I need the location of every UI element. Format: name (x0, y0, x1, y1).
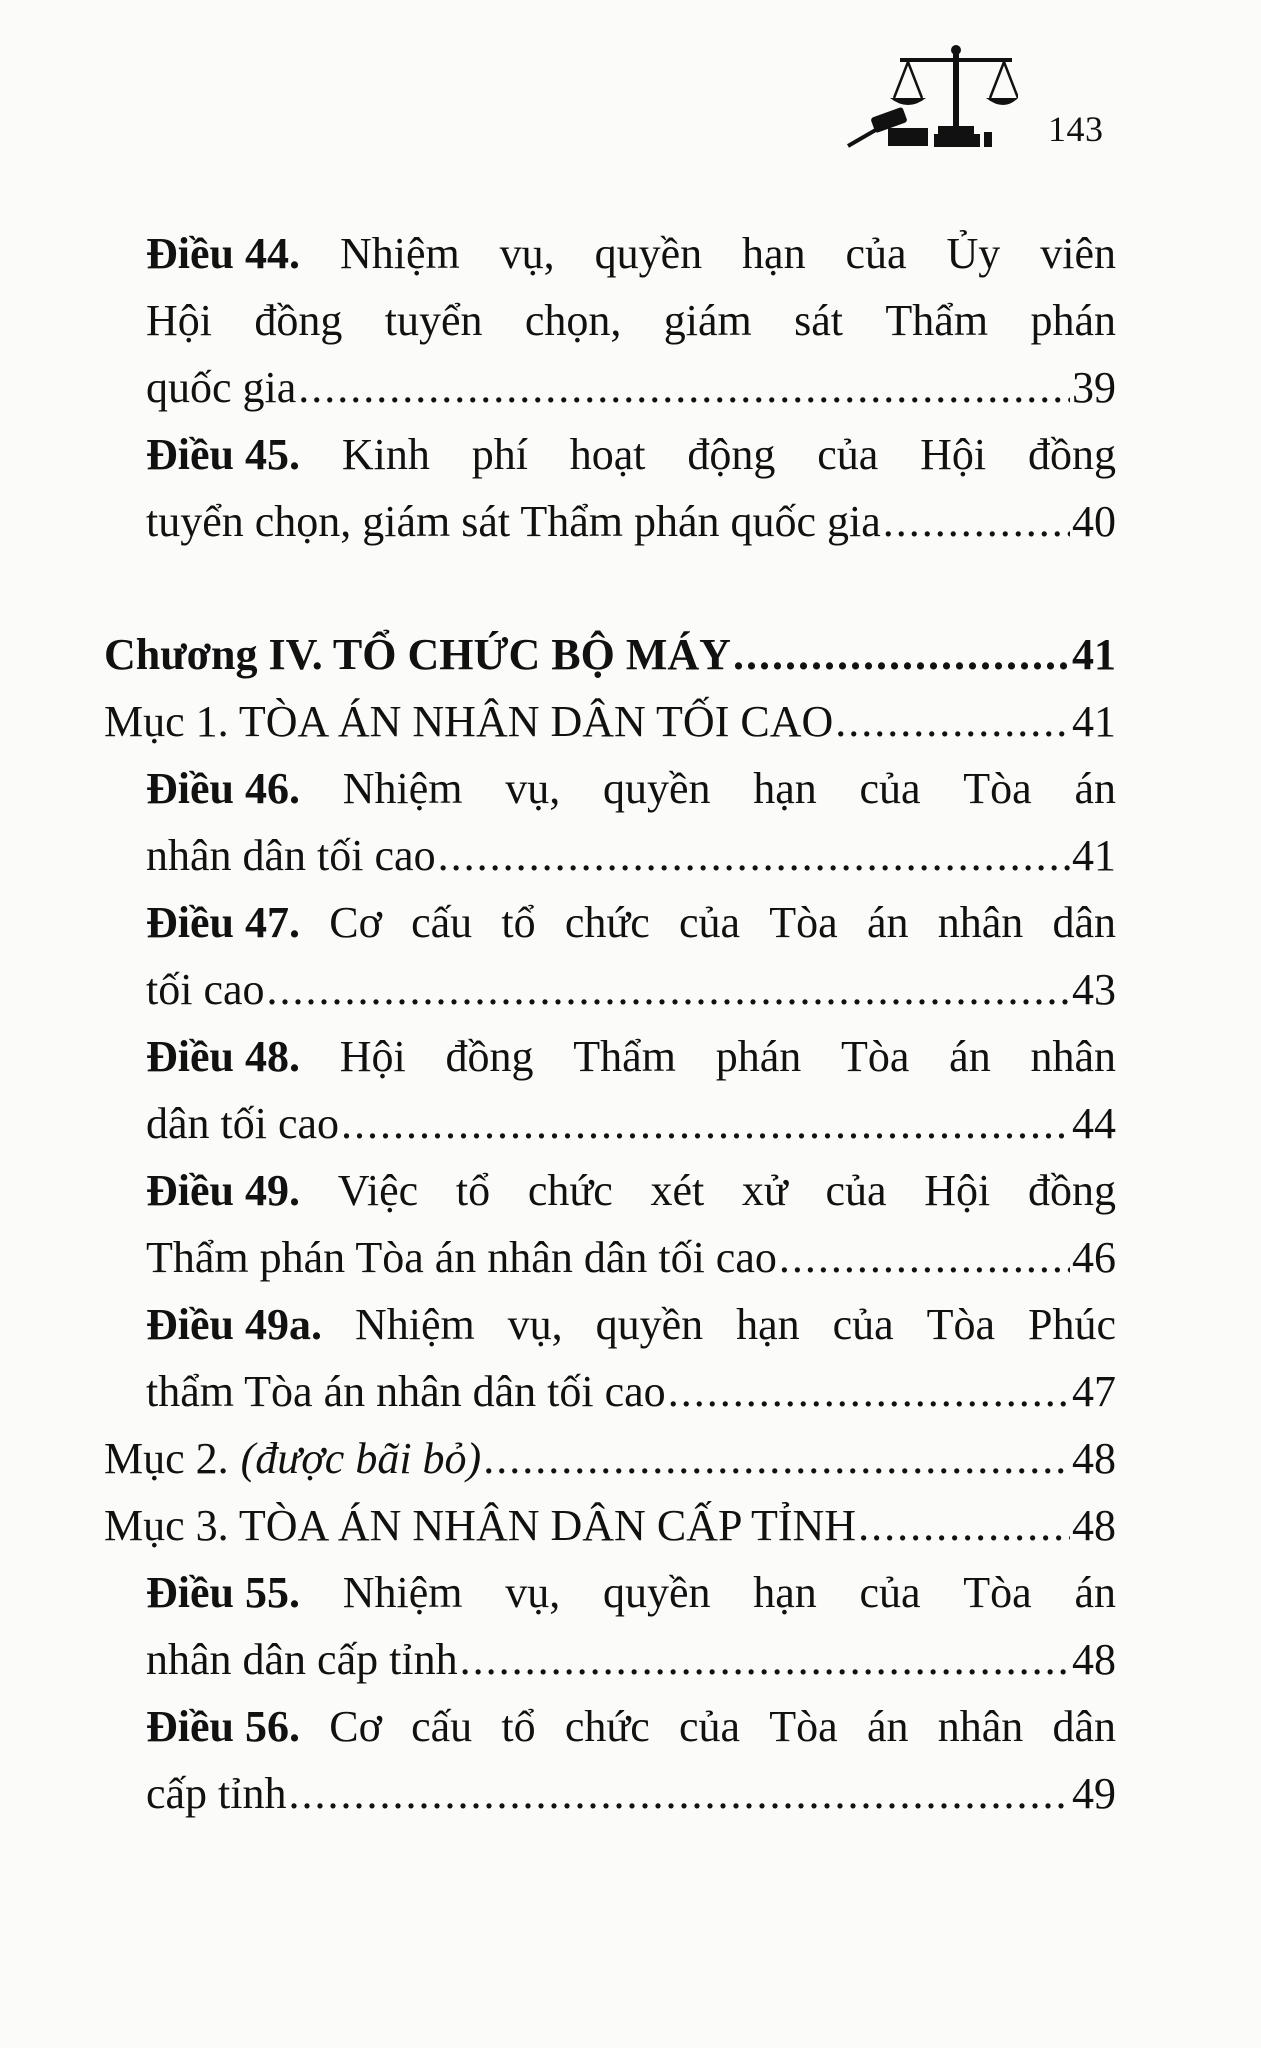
toc-entry-dieu-44-line-3: quốc gia ..... 39 (104, 354, 1116, 421)
page-number: 143 (1048, 109, 1104, 149)
article-label: Điều 46. (146, 764, 300, 813)
article-label: Điều 47. (146, 898, 300, 947)
toc-entry-dieu-45-line-1: Điều 45. Kinh phí hoạt động của Hội đồng (104, 421, 1116, 488)
toc-entry-dieu-46-line-2: nhân dân tối cao ..... 41 (104, 822, 1116, 889)
page-ref: 49 (1072, 1769, 1116, 1818)
toc-entry-dieu-55-line-1: Điều 55. Nhiệm vụ, quyền hạn của Tòa án (104, 1559, 1116, 1626)
section-title: Mục 3. TÒA ÁN NHÂN DÂN CẤP TỈNH (104, 1501, 857, 1550)
toc-entry-dieu-47-line-1: Điều 47. Cơ cấu tổ chức của Tòa án nhân dân (104, 889, 1116, 956)
article-label: Điều 49a. (146, 1300, 322, 1349)
scales-and-gavel-icon (838, 40, 1018, 150)
article-label: Điều 44. (146, 229, 300, 278)
toc-entry-dieu-56-line-2: cấp tỉnh ..... 49 (104, 1760, 1116, 1827)
dot-leader (483, 1425, 1070, 1492)
dot-leader (298, 354, 1070, 421)
page-ref: 41 (1072, 630, 1116, 679)
toc-entry-muc-3 (104, 1492, 1116, 1559)
article-label: Điều 48. (146, 1032, 300, 1081)
page-ref: 39 (1072, 363, 1116, 412)
page-ref: 40 (1072, 497, 1116, 546)
toc-entry-dieu-44-line-1: Điều 44. Nhiệm vụ, quyền hạn của Ủy viên (104, 220, 1116, 287)
dot-leader (883, 488, 1070, 555)
toc-entry-dieu-56-line-1: Điều 56. Cơ cấu tổ chức của Tòa án nhân dân (104, 1693, 1116, 1760)
toc-entry-dieu-55-line-2: nhân dân cấp tỉnh ..... 48 (104, 1626, 1116, 1693)
dot-leader (858, 1492, 1070, 1559)
dot-leader (438, 822, 1070, 889)
toc-entry-dieu-46-line-1: Điều 46. Nhiệm vụ, quyền hạn của Tòa án (104, 755, 1116, 822)
page-ref: 44 (1072, 1099, 1116, 1148)
page-ref: 43 (1072, 965, 1116, 1014)
page-ref: 46 (1072, 1233, 1116, 1282)
chapter-title: Chương IV. TỔ CHỨC BỘ MÁY (104, 630, 731, 679)
toc-entry-dieu-48-line-2: dân tối cao ..... 44 (104, 1090, 1116, 1157)
dot-leader (668, 1358, 1070, 1425)
toc-entry-muc-1 (104, 688, 1116, 755)
article-label: Điều 56. (146, 1702, 300, 1751)
dot-leader (267, 956, 1070, 1023)
toc-entry-dieu-45-line-2: tuyển chọn, giám sát Thẩm phán quốc gia ..... 40 (104, 488, 1116, 555)
page-ref: 41 (1072, 697, 1116, 746)
section-note: (được bãi bỏ) (240, 1434, 482, 1483)
toc-entry-dieu-49-line-2: Thẩm phán Tòa án nhân dân tối cao ..... 46 (104, 1224, 1116, 1291)
page-ref: 47 (1072, 1367, 1116, 1416)
page-ref: 48 (1072, 1501, 1116, 1550)
article-label: Điều 45. (146, 430, 300, 479)
article-label: Điều 55. (146, 1568, 300, 1617)
table-of-contents (104, 220, 1116, 1827)
toc-entry-dieu-49-line-1: Điều 49. Việc tổ chức xét xử của Hội đồng (104, 1157, 1116, 1224)
section-title: Mục 1. TÒA ÁN NHÂN DÂN TỐI CAO (104, 697, 834, 746)
dot-leader (835, 688, 1070, 755)
section-title: Mục 2. (104, 1434, 229, 1483)
page-ref: 41 (1072, 831, 1116, 880)
toc-entry-chapter-4 (104, 621, 1116, 688)
dot-leader (460, 1626, 1070, 1693)
dot-leader (733, 621, 1070, 688)
article-label: Điều 49. (146, 1166, 300, 1215)
toc-entry-dieu-44-line-2: Hội đồng tuyển chọn, giám sát Thẩm phán (146, 296, 1116, 345)
dot-leader (289, 1760, 1070, 1827)
toc-entry-dieu-49a-line-1: Điều 49a. Nhiệm vụ, quyền hạn của Tòa Phúc (104, 1291, 1116, 1358)
page-ref: 48 (1072, 1434, 1116, 1483)
dot-leader (779, 1224, 1070, 1291)
toc-entry-dieu-48-line-1: Điều 48. Hội đồng Thẩm phán Tòa án nhân (104, 1023, 1116, 1090)
dot-leader (341, 1090, 1070, 1157)
toc-entry-dieu-47-line-2: tối cao ..... 43 (104, 956, 1116, 1023)
toc-entry-dieu-49a-line-2: thẩm Tòa án nhân dân tối cao ..... 47 (104, 1358, 1116, 1425)
toc-entry-muc-2 (104, 1425, 1116, 1492)
page-ref: 48 (1072, 1635, 1116, 1684)
